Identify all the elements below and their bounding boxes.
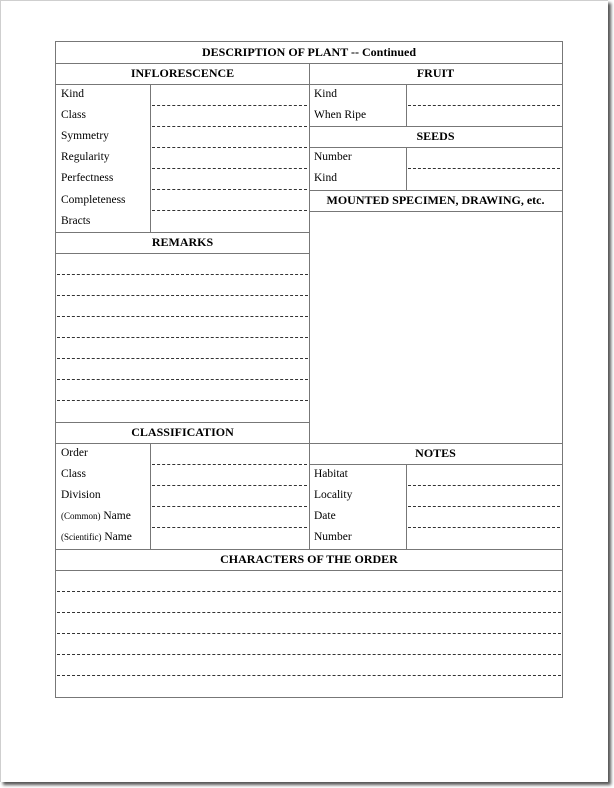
characters-of-order-header: CHARACTERS OF THE ORDER xyxy=(220,552,398,566)
inflorescence-perfectness-label: Perfectness xyxy=(61,172,114,184)
inflorescence-completeness-field[interactable] xyxy=(152,210,307,211)
inflorescence-bracts-label: Bracts xyxy=(61,215,91,227)
notes-habitat-field[interactable] xyxy=(408,485,560,486)
inflorescence-kind-field[interactable] xyxy=(152,105,307,106)
remarks-line[interactable] xyxy=(57,316,308,317)
classification-common-name-field[interactable] xyxy=(152,527,307,528)
notes-locality-label: Locality xyxy=(314,489,353,501)
scientific-qualifier: (Scientific) xyxy=(61,532,102,542)
fruit-kind-field[interactable] xyxy=(408,105,560,106)
column-divider xyxy=(406,464,407,549)
classification-class-label: Class xyxy=(61,468,86,480)
classification-order-field[interactable] xyxy=(152,464,307,465)
column-divider xyxy=(150,84,151,232)
inflorescence-regularity-field[interactable] xyxy=(152,168,307,169)
classification-scientific-name-label xyxy=(61,527,132,548)
inflorescence-symmetry-field[interactable] xyxy=(152,147,307,148)
characters-line[interactable] xyxy=(57,633,561,634)
remarks-line[interactable] xyxy=(57,379,308,380)
seeds-kind-label: Kind xyxy=(314,172,337,184)
inflorescence-class-field[interactable] xyxy=(152,126,307,127)
fruit-when-ripe-label: When Ripe xyxy=(314,109,367,121)
classification-division-label: Division xyxy=(61,489,101,501)
scientific-name-word: Name xyxy=(104,531,132,543)
seeds-number-field[interactable] xyxy=(408,168,560,169)
common-name-word: Name xyxy=(103,510,131,522)
notes-locality-field[interactable] xyxy=(408,506,560,507)
common-qualifier: (Common) xyxy=(61,511,101,521)
plant-description-form xyxy=(55,41,563,698)
remarks-line[interactable] xyxy=(57,274,308,275)
column-divider xyxy=(406,84,407,126)
rule xyxy=(56,253,309,254)
remarks-line[interactable] xyxy=(57,337,308,338)
classification-division-field[interactable] xyxy=(152,506,307,507)
remarks-line[interactable] xyxy=(57,295,308,296)
notes-date-field[interactable] xyxy=(408,527,560,528)
inflorescence-header: INFLORESCENCE xyxy=(130,66,235,80)
notes-number-label: Number xyxy=(314,531,352,543)
remarks-header: REMARKS xyxy=(151,235,214,249)
notes-header: NOTES xyxy=(415,446,456,460)
characters-line[interactable] xyxy=(57,654,561,655)
inflorescence-symmetry-label: Symmetry xyxy=(61,130,109,142)
remarks-line[interactable] xyxy=(57,358,308,359)
notes-date-label: Date xyxy=(314,510,336,522)
classification-order-label: Order xyxy=(61,447,88,459)
inflorescence-kind-label: Kind xyxy=(61,88,84,100)
classification-header: CLASSIFICATION xyxy=(131,425,234,439)
characters-line[interactable] xyxy=(57,591,561,592)
characters-line[interactable] xyxy=(57,675,561,676)
column-divider xyxy=(406,147,407,190)
fruit-header: FRUIT xyxy=(416,66,455,80)
form-title: DESCRIPTION OF PLANT -- Continued xyxy=(201,45,417,59)
mounted-specimen-header: MOUNTED SPECIMEN, DRAWING, etc. xyxy=(326,193,545,207)
rule xyxy=(56,443,309,444)
classification-class-field[interactable] xyxy=(152,485,307,486)
inflorescence-regularity-label: Regularity xyxy=(61,151,110,163)
characters-line[interactable] xyxy=(57,612,561,613)
notes-habitat-label: Habitat xyxy=(314,468,348,480)
classification-common-name-label xyxy=(61,506,131,527)
inflorescence-class-label: Class xyxy=(61,109,86,121)
remarks-line[interactable] xyxy=(57,400,308,401)
seeds-number-label: Number xyxy=(314,151,352,163)
inflorescence-completeness-label: Completeness xyxy=(61,194,126,206)
inflorescence-perfectness-field[interactable] xyxy=(152,189,307,190)
fruit-kind-label: Kind xyxy=(314,88,337,100)
mounted-specimen-area[interactable] xyxy=(310,212,562,443)
rule xyxy=(56,570,562,571)
seeds-header: SEEDS xyxy=(416,129,455,143)
column-divider xyxy=(150,443,151,549)
